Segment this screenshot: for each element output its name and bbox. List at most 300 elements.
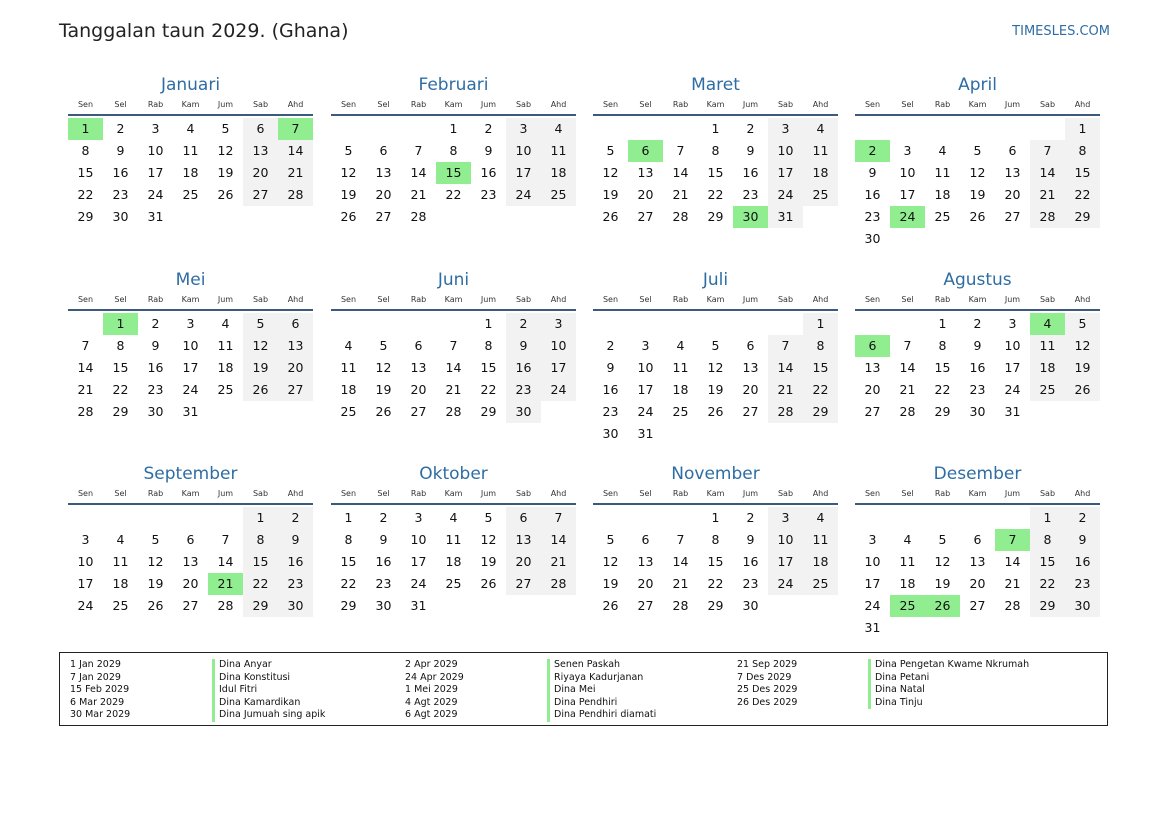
- day-cell[interactable]: 7: [768, 335, 803, 357]
- day-cell[interactable]: 12: [375, 360, 392, 375]
- day-cell[interactable]: 27: [969, 598, 986, 613]
- day-cell[interactable]: 11: [445, 532, 462, 547]
- day-cell[interactable]: 13: [182, 554, 199, 569]
- holiday-day-cell[interactable]: 25: [890, 595, 925, 617]
- day-cell[interactable]: 25: [541, 184, 576, 206]
- day-cell[interactable]: 1: [1030, 507, 1065, 529]
- day-cell[interactable]: 5: [379, 338, 388, 353]
- day-cell[interactable]: 4: [903, 532, 912, 547]
- day-cell[interactable]: 8: [803, 335, 838, 357]
- day-cell[interactable]: 26: [602, 209, 619, 224]
- day-cell[interactable]: 20: [375, 187, 392, 202]
- day-cell[interactable]: 19: [217, 165, 234, 180]
- day-cell[interactable]: 20: [637, 187, 654, 202]
- day-cell[interactable]: 12: [602, 554, 619, 569]
- day-cell[interactable]: 23: [1065, 573, 1100, 595]
- day-cell[interactable]: 5: [484, 510, 493, 525]
- day-cell[interactable]: 6: [186, 532, 195, 547]
- day-cell[interactable]: 13: [375, 165, 392, 180]
- day-cell[interactable]: 14: [672, 165, 689, 180]
- day-cell[interactable]: 17: [637, 382, 654, 397]
- day-cell[interactable]: 24: [506, 184, 541, 206]
- day-cell[interactable]: 10: [77, 554, 94, 569]
- day-cell[interactable]: 27: [637, 209, 654, 224]
- day-cell[interactable]: 10: [1004, 338, 1021, 353]
- day-cell[interactable]: 12: [243, 335, 278, 357]
- day-cell[interactable]: 9: [746, 143, 755, 158]
- day-cell[interactable]: 26: [147, 598, 164, 613]
- day-cell[interactable]: 9: [506, 335, 541, 357]
- day-cell[interactable]: 26: [480, 576, 497, 591]
- day-cell[interactable]: 17: [864, 576, 881, 591]
- holiday-day-cell[interactable]: 6: [855, 335, 890, 357]
- day-cell[interactable]: 18: [340, 382, 357, 397]
- day-cell[interactable]: 7: [221, 532, 230, 547]
- day-cell[interactable]: 14: [672, 554, 689, 569]
- day-cell[interactable]: 8: [344, 532, 353, 547]
- day-cell[interactable]: 22: [112, 382, 129, 397]
- day-cell[interactable]: 28: [410, 209, 427, 224]
- day-cell[interactable]: 1: [711, 121, 720, 136]
- day-cell[interactable]: 1: [484, 316, 493, 331]
- day-cell[interactable]: 3: [768, 507, 803, 529]
- day-cell[interactable]: 2: [116, 121, 125, 136]
- day-cell[interactable]: 29: [707, 598, 724, 613]
- day-cell[interactable]: 21: [410, 187, 427, 202]
- day-cell[interactable]: 12: [147, 554, 164, 569]
- day-cell[interactable]: 17: [541, 357, 576, 379]
- day-cell[interactable]: 22: [480, 382, 497, 397]
- day-cell[interactable]: 9: [116, 143, 125, 158]
- day-cell[interactable]: 22: [707, 576, 724, 591]
- day-cell[interactable]: 12: [934, 554, 951, 569]
- day-cell[interactable]: 14: [217, 554, 234, 569]
- day-cell[interactable]: 9: [1065, 529, 1100, 551]
- day-cell[interactable]: 1: [1065, 118, 1100, 140]
- day-cell[interactable]: 11: [112, 554, 129, 569]
- day-cell[interactable]: 9: [151, 338, 160, 353]
- day-cell[interactable]: 4: [221, 316, 230, 331]
- day-cell[interactable]: 3: [768, 118, 803, 140]
- day-cell[interactable]: 24: [77, 598, 94, 613]
- day-cell[interactable]: 24: [768, 573, 803, 595]
- day-cell[interactable]: 4: [676, 338, 685, 353]
- day-cell[interactable]: 29: [340, 598, 357, 613]
- day-cell[interactable]: 16: [278, 551, 313, 573]
- day-cell[interactable]: 25: [934, 209, 951, 224]
- day-cell[interactable]: 21: [768, 379, 803, 401]
- day-cell[interactable]: 12: [602, 165, 619, 180]
- day-cell[interactable]: 2: [746, 121, 755, 136]
- day-cell[interactable]: 11: [182, 143, 199, 158]
- day-cell[interactable]: 31: [1004, 404, 1021, 419]
- day-cell[interactable]: 4: [344, 338, 353, 353]
- day-cell[interactable]: 25: [182, 187, 199, 202]
- day-cell[interactable]: 15: [803, 357, 838, 379]
- day-cell[interactable]: 16: [1065, 551, 1100, 573]
- day-cell[interactable]: 25: [112, 598, 129, 613]
- day-cell[interactable]: 3: [414, 510, 423, 525]
- day-cell[interactable]: 1: [449, 121, 458, 136]
- day-cell[interactable]: 4: [449, 510, 458, 525]
- day-cell[interactable]: 12: [707, 360, 724, 375]
- day-cell[interactable]: 10: [147, 143, 164, 158]
- day-cell[interactable]: 15: [77, 165, 94, 180]
- day-cell[interactable]: 20: [182, 576, 199, 591]
- day-cell[interactable]: 24: [182, 382, 199, 397]
- day-cell[interactable]: 19: [602, 576, 619, 591]
- day-cell[interactable]: 10: [182, 338, 199, 353]
- day-cell[interactable]: 7: [676, 532, 685, 547]
- day-cell[interactable]: 10: [637, 360, 654, 375]
- day-cell[interactable]: 11: [934, 165, 951, 180]
- day-cell[interactable]: 21: [278, 162, 313, 184]
- day-cell[interactable]: 17: [77, 576, 94, 591]
- day-cell[interactable]: 20: [1004, 187, 1021, 202]
- day-cell[interactable]: 28: [445, 404, 462, 419]
- day-cell[interactable]: 17: [899, 187, 916, 202]
- day-cell[interactable]: 24: [147, 187, 164, 202]
- day-cell[interactable]: 18: [672, 382, 689, 397]
- day-cell[interactable]: 19: [147, 576, 164, 591]
- day-cell[interactable]: 21: [445, 382, 462, 397]
- day-cell[interactable]: 23: [864, 209, 881, 224]
- day-cell[interactable]: 5: [344, 143, 353, 158]
- day-cell[interactable]: 12: [969, 165, 986, 180]
- day-cell[interactable]: 9: [484, 143, 493, 158]
- day-cell[interactable]: 8: [1030, 529, 1065, 551]
- day-cell[interactable]: 17: [147, 165, 164, 180]
- day-cell[interactable]: 11: [899, 554, 916, 569]
- day-cell[interactable]: 24: [864, 598, 881, 613]
- day-cell[interactable]: 16: [506, 357, 541, 379]
- holiday-day-cell[interactable]: 7: [278, 118, 313, 140]
- day-cell[interactable]: 10: [864, 554, 881, 569]
- day-cell[interactable]: 13: [278, 335, 313, 357]
- day-cell[interactable]: 27: [182, 598, 199, 613]
- day-cell[interactable]: 20: [637, 576, 654, 591]
- day-cell[interactable]: 27: [1004, 209, 1021, 224]
- day-cell[interactable]: 10: [506, 140, 541, 162]
- day-cell[interactable]: 23: [969, 382, 986, 397]
- day-cell[interactable]: 7: [414, 143, 423, 158]
- day-cell[interactable]: 25: [672, 404, 689, 419]
- day-cell[interactable]: 26: [602, 598, 619, 613]
- day-cell[interactable]: 4: [803, 118, 838, 140]
- day-cell[interactable]: 29: [480, 404, 497, 419]
- day-cell[interactable]: 19: [1065, 357, 1100, 379]
- day-cell[interactable]: 3: [81, 532, 90, 547]
- day-cell[interactable]: 31: [182, 404, 199, 419]
- day-cell[interactable]: 3: [1008, 316, 1017, 331]
- day-cell[interactable]: 8: [116, 338, 125, 353]
- day-cell[interactable]: 25: [340, 404, 357, 419]
- day-cell[interactable]: 19: [243, 357, 278, 379]
- day-cell[interactable]: 28: [1004, 598, 1021, 613]
- day-cell[interactable]: 23: [742, 187, 759, 202]
- day-cell[interactable]: 4: [116, 532, 125, 547]
- day-cell[interactable]: 13: [410, 360, 427, 375]
- day-cell[interactable]: 6: [746, 338, 755, 353]
- day-cell[interactable]: 17: [768, 551, 803, 573]
- day-cell[interactable]: 13: [637, 165, 654, 180]
- day-cell[interactable]: 6: [278, 313, 313, 335]
- day-cell[interactable]: 15: [340, 554, 357, 569]
- day-cell[interactable]: 22: [445, 187, 462, 202]
- day-cell[interactable]: 3: [903, 143, 912, 158]
- day-cell[interactable]: 30: [147, 404, 164, 419]
- day-cell[interactable]: 13: [506, 529, 541, 551]
- day-cell[interactable]: 13: [742, 360, 759, 375]
- holiday-day-cell[interactable]: 4: [1030, 313, 1065, 335]
- day-cell[interactable]: 8: [938, 338, 947, 353]
- day-cell[interactable]: 13: [864, 360, 881, 375]
- day-cell[interactable]: 14: [768, 357, 803, 379]
- day-cell[interactable]: 29: [1030, 595, 1065, 617]
- day-cell[interactable]: 22: [803, 379, 838, 401]
- day-cell[interactable]: 15: [1030, 551, 1065, 573]
- day-cell[interactable]: 18: [1030, 357, 1065, 379]
- day-cell[interactable]: 10: [410, 532, 427, 547]
- day-cell[interactable]: 12: [340, 165, 357, 180]
- day-cell[interactable]: 12: [217, 143, 234, 158]
- day-cell[interactable]: 9: [606, 360, 615, 375]
- day-cell[interactable]: 27: [278, 379, 313, 401]
- day-cell[interactable]: 31: [147, 209, 164, 224]
- day-cell[interactable]: 12: [1065, 335, 1100, 357]
- day-cell[interactable]: 28: [278, 184, 313, 206]
- day-cell[interactable]: 23: [742, 576, 759, 591]
- day-cell[interactable]: 27: [375, 209, 392, 224]
- day-cell[interactable]: 27: [243, 184, 278, 206]
- holiday-day-cell[interactable]: 30: [733, 206, 768, 228]
- day-cell[interactable]: 7: [449, 338, 458, 353]
- day-cell[interactable]: 29: [112, 404, 129, 419]
- day-cell[interactable]: 8: [1065, 140, 1100, 162]
- day-cell[interactable]: 10: [768, 529, 803, 551]
- day-cell[interactable]: 14: [541, 529, 576, 551]
- day-cell[interactable]: 4: [803, 507, 838, 529]
- day-cell[interactable]: 25: [803, 184, 838, 206]
- day-cell[interactable]: 22: [707, 187, 724, 202]
- day-cell[interactable]: 18: [217, 360, 234, 375]
- day-cell[interactable]: 19: [969, 187, 986, 202]
- day-cell[interactable]: 28: [541, 573, 576, 595]
- day-cell[interactable]: 14: [445, 360, 462, 375]
- day-cell[interactable]: 21: [77, 382, 94, 397]
- day-cell[interactable]: 9: [379, 532, 388, 547]
- day-cell[interactable]: 5: [711, 338, 720, 353]
- day-cell[interactable]: 15: [480, 360, 497, 375]
- day-cell[interactable]: 16: [969, 360, 986, 375]
- day-cell[interactable]: 15: [934, 360, 951, 375]
- day-cell[interactable]: 3: [151, 121, 160, 136]
- day-cell[interactable]: 14: [1030, 162, 1065, 184]
- day-cell[interactable]: 8: [81, 143, 90, 158]
- day-cell[interactable]: 22: [77, 187, 94, 202]
- day-cell[interactable]: 9: [746, 532, 755, 547]
- day-cell[interactable]: 6: [506, 507, 541, 529]
- day-cell[interactable]: 8: [711, 532, 720, 547]
- day-cell[interactable]: 31: [864, 620, 881, 635]
- day-cell[interactable]: 3: [506, 118, 541, 140]
- day-cell[interactable]: 5: [1065, 313, 1100, 335]
- day-cell[interactable]: 11: [541, 140, 576, 162]
- day-cell[interactable]: 19: [375, 382, 392, 397]
- day-cell[interactable]: 28: [217, 598, 234, 613]
- day-cell[interactable]: 19: [707, 382, 724, 397]
- day-cell[interactable]: 17: [1004, 360, 1021, 375]
- day-cell[interactable]: 25: [1030, 379, 1065, 401]
- holiday-day-cell[interactable]: 15: [436, 162, 471, 184]
- day-cell[interactable]: 11: [1030, 335, 1065, 357]
- day-cell[interactable]: 19: [480, 554, 497, 569]
- day-cell[interactable]: 7: [1030, 140, 1065, 162]
- day-cell[interactable]: 20: [969, 576, 986, 591]
- day-cell[interactable]: 28: [672, 598, 689, 613]
- holiday-day-cell[interactable]: 1: [68, 118, 103, 140]
- day-cell[interactable]: 5: [938, 532, 947, 547]
- day-cell[interactable]: 5: [973, 143, 982, 158]
- day-cell[interactable]: 16: [742, 554, 759, 569]
- day-cell[interactable]: 23: [375, 576, 392, 591]
- day-cell[interactable]: 4: [186, 121, 195, 136]
- day-cell[interactable]: 19: [602, 187, 619, 202]
- day-cell[interactable]: 30: [112, 209, 129, 224]
- day-cell[interactable]: 17: [410, 554, 427, 569]
- day-cell[interactable]: 23: [278, 573, 313, 595]
- day-cell[interactable]: 2: [379, 510, 388, 525]
- day-cell[interactable]: 3: [868, 532, 877, 547]
- day-cell[interactable]: 16: [864, 187, 881, 202]
- day-cell[interactable]: 30: [506, 401, 541, 423]
- day-cell[interactable]: 20: [506, 551, 541, 573]
- day-cell[interactable]: 30: [602, 426, 619, 441]
- day-cell[interactable]: 14: [77, 360, 94, 375]
- day-cell[interactable]: 26: [243, 379, 278, 401]
- day-cell[interactable]: 13: [1004, 165, 1021, 180]
- day-cell[interactable]: 11: [340, 360, 357, 375]
- day-cell[interactable]: 30: [278, 595, 313, 617]
- day-cell[interactable]: 2: [506, 313, 541, 335]
- holiday-day-cell[interactable]: 7: [995, 529, 1030, 551]
- day-cell[interactable]: 1: [243, 507, 278, 529]
- day-cell[interactable]: 14: [899, 360, 916, 375]
- day-cell[interactable]: 12: [480, 532, 497, 547]
- day-cell[interactable]: 29: [803, 401, 838, 423]
- day-cell[interactable]: 2: [606, 338, 615, 353]
- day-cell[interactable]: 21: [1004, 576, 1021, 591]
- day-cell[interactable]: 26: [1065, 379, 1100, 401]
- day-cell[interactable]: 11: [217, 338, 234, 353]
- day-cell[interactable]: 16: [147, 360, 164, 375]
- day-cell[interactable]: 5: [243, 313, 278, 335]
- day-cell[interactable]: 16: [602, 382, 619, 397]
- day-cell[interactable]: 10: [899, 165, 916, 180]
- day-cell[interactable]: 28: [899, 404, 916, 419]
- day-cell[interactable]: 29: [934, 404, 951, 419]
- day-cell[interactable]: 13: [969, 554, 986, 569]
- day-cell[interactable]: 8: [449, 143, 458, 158]
- day-cell[interactable]: 16: [742, 165, 759, 180]
- day-cell[interactable]: 27: [410, 404, 427, 419]
- day-cell[interactable]: 6: [641, 532, 650, 547]
- day-cell[interactable]: 30: [1065, 595, 1100, 617]
- day-cell[interactable]: 26: [340, 209, 357, 224]
- day-cell[interactable]: 24: [637, 404, 654, 419]
- day-cell[interactable]: 10: [768, 140, 803, 162]
- day-cell[interactable]: 11: [672, 360, 689, 375]
- day-cell[interactable]: 18: [112, 576, 129, 591]
- day-cell[interactable]: 24: [541, 379, 576, 401]
- day-cell[interactable]: 28: [768, 401, 803, 423]
- day-cell[interactable]: 24: [410, 576, 427, 591]
- day-cell[interactable]: 2: [1065, 507, 1100, 529]
- day-cell[interactable]: 5: [151, 532, 160, 547]
- day-cell[interactable]: 28: [672, 209, 689, 224]
- day-cell[interactable]: 10: [541, 335, 576, 357]
- day-cell[interactable]: 8: [484, 338, 493, 353]
- day-cell[interactable]: 26: [375, 404, 392, 419]
- day-cell[interactable]: 16: [112, 165, 129, 180]
- day-cell[interactable]: 2: [973, 316, 982, 331]
- site-link[interactable]: TIMESLES.COM: [1012, 24, 1110, 39]
- day-cell[interactable]: 20: [243, 162, 278, 184]
- day-cell[interactable]: 13: [243, 140, 278, 162]
- holiday-day-cell[interactable]: 6: [628, 140, 663, 162]
- day-cell[interactable]: 11: [803, 529, 838, 551]
- day-cell[interactable]: 1: [938, 316, 947, 331]
- day-cell[interactable]: 16: [375, 554, 392, 569]
- day-cell[interactable]: 3: [641, 338, 650, 353]
- holiday-day-cell[interactable]: 2: [855, 140, 890, 162]
- day-cell[interactable]: 31: [637, 426, 654, 441]
- day-cell[interactable]: 3: [186, 316, 195, 331]
- day-cell[interactable]: 16: [480, 165, 497, 180]
- day-cell[interactable]: 22: [1065, 184, 1100, 206]
- day-cell[interactable]: 28: [77, 404, 94, 419]
- day-cell[interactable]: 5: [606, 532, 615, 547]
- day-cell[interactable]: 26: [707, 404, 724, 419]
- holiday-day-cell[interactable]: 24: [890, 206, 925, 228]
- day-cell[interactable]: 21: [899, 382, 916, 397]
- day-cell[interactable]: 15: [112, 360, 129, 375]
- day-cell[interactable]: 14: [410, 165, 427, 180]
- day-cell[interactable]: 14: [1004, 554, 1021, 569]
- day-cell[interactable]: 30: [969, 404, 986, 419]
- day-cell[interactable]: 13: [637, 554, 654, 569]
- day-cell[interactable]: 2: [278, 507, 313, 529]
- day-cell[interactable]: 9: [868, 165, 877, 180]
- holiday-day-cell[interactable]: 26: [925, 595, 960, 617]
- day-cell[interactable]: 29: [707, 209, 724, 224]
- day-cell[interactable]: 20: [410, 382, 427, 397]
- day-cell[interactable]: 9: [278, 529, 313, 551]
- day-cell[interactable]: 1: [711, 510, 720, 525]
- day-cell[interactable]: 23: [602, 404, 619, 419]
- day-cell[interactable]: 6: [414, 338, 423, 353]
- holiday-day-cell[interactable]: 21: [208, 573, 243, 595]
- day-cell[interactable]: 22: [340, 576, 357, 591]
- day-cell[interactable]: 7: [541, 507, 576, 529]
- day-cell[interactable]: 25: [445, 576, 462, 591]
- day-cell[interactable]: 15: [707, 165, 724, 180]
- day-cell[interactable]: 23: [112, 187, 129, 202]
- day-cell[interactable]: 15: [707, 554, 724, 569]
- day-cell[interactable]: 29: [77, 209, 94, 224]
- day-cell[interactable]: 22: [934, 382, 951, 397]
- day-cell[interactable]: 4: [541, 118, 576, 140]
